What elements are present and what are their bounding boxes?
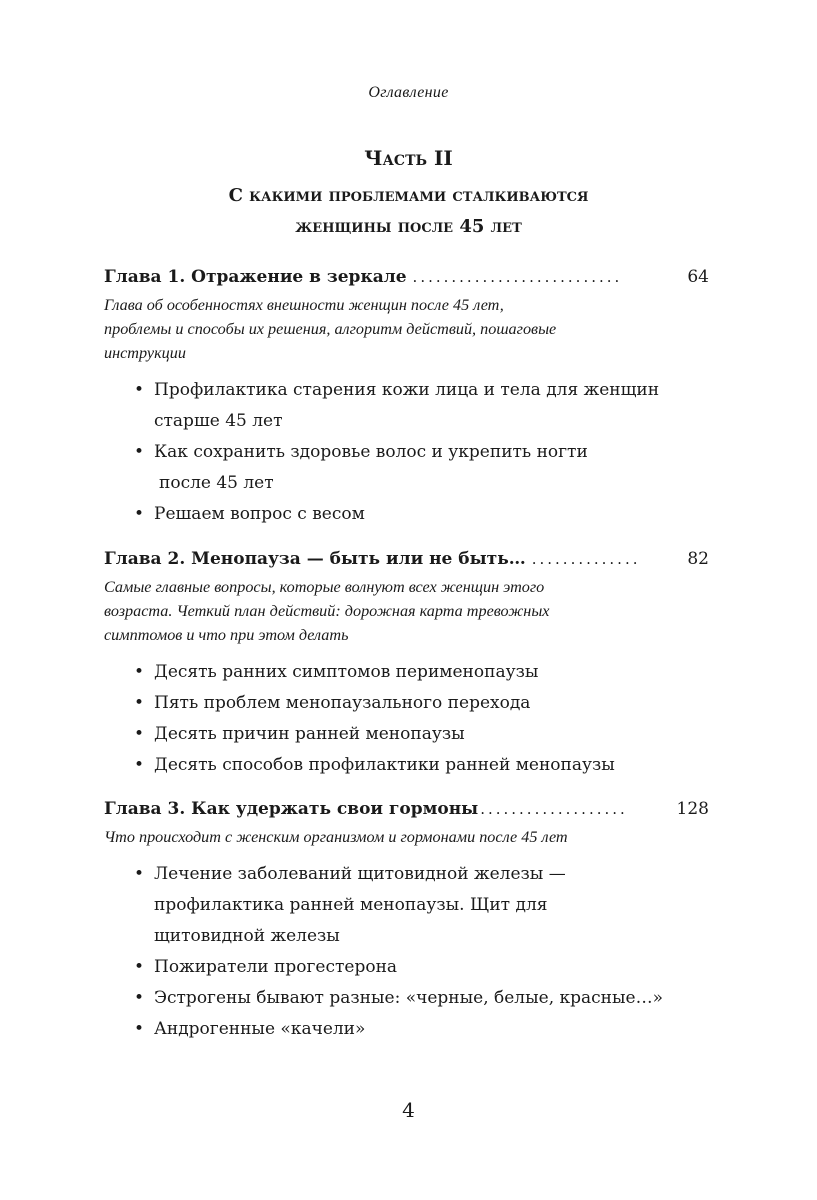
description-line: симптомов и что при этом делать (104, 626, 349, 644)
topic-item (104, 750, 709, 781)
topic-item (104, 983, 709, 1014)
topic-item (104, 375, 709, 437)
running-head: Оглавление (368, 84, 449, 101)
topic-line: Десять способов профилактики ранней менопаузы (154, 755, 615, 775)
part-title-line: женщины после 45 лет (295, 216, 522, 237)
chapter-2 (104, 547, 709, 781)
bullet-icon: • (134, 662, 145, 682)
chapter-description (104, 575, 709, 647)
part-title (0, 180, 817, 242)
topic-item (104, 657, 709, 688)
toc-entry[interactable] (104, 265, 709, 289)
topic-line: Решаем вопрос с весом (154, 504, 365, 524)
dot-leader: .............. (531, 550, 641, 568)
dot-leader: ................... (480, 800, 628, 818)
description-line: Глава об особенностях внешности женщин после 45 лет, (104, 296, 504, 314)
description-line: Что происходит с женским организмом и гормонами после 45 лет (104, 828, 568, 846)
topic-line: Десять причин ранней менопаузы (154, 724, 465, 744)
topic-line: Пожиратели прогестерона (154, 957, 398, 977)
topic-line: Профилактика старения кожи лица и тела для женщин (154, 380, 660, 400)
topic-list (104, 375, 709, 530)
topic-item (104, 859, 709, 952)
topic-line: Андрогенные «качели» (154, 1019, 366, 1039)
bullet-icon: • (134, 442, 145, 462)
topic-item (104, 437, 709, 499)
topic-line: профилактика ранней менопаузы. Щит для (154, 895, 548, 915)
description-line: инструкции (104, 344, 186, 362)
description-line: возраста. Четкий план действий: дорожная карта тревожных (104, 602, 550, 620)
part-label: Часть II (364, 146, 453, 170)
bullet-icon: • (134, 755, 145, 775)
part-title-line: С какими проблемами сталкиваются (228, 185, 589, 206)
toc-entry[interactable] (104, 797, 709, 821)
chapter-3 (104, 797, 709, 1045)
bullet-icon: • (134, 957, 145, 977)
bullet-icon: • (134, 988, 145, 1008)
chapter-page-number: 128 (676, 799, 709, 819)
chapter-description (104, 293, 709, 365)
bullet-icon: • (134, 1019, 145, 1039)
chapter-page-number: 64 (687, 267, 709, 287)
topic-line: Лечение заболеваний щитовидной железы — (154, 864, 566, 884)
description-line: Самые главные вопросы, которые волнуют всех женщин этого (104, 578, 545, 596)
topic-item (104, 688, 709, 719)
topic-item (104, 499, 709, 530)
topic-line: Эстрогены бывают разные: «черные, белые, красные…» (154, 988, 663, 1008)
chapter-title: Глава 1. Отражение в зеркале (104, 267, 407, 287)
topic-list (104, 859, 709, 1045)
topic-line: после 45 лет (159, 473, 274, 493)
topic-item (104, 952, 709, 983)
topic-line: Десять ранних симптомов перименопаузы (154, 662, 539, 682)
topic-line: щитовидной железы (154, 926, 340, 946)
bullet-icon: • (134, 864, 145, 884)
toc-entry[interactable] (104, 547, 709, 571)
topic-line: Пять проблем менопаузального перехода (154, 693, 531, 713)
topic-line: Как сохранить здоровье волос и укрепить ногти (154, 442, 588, 462)
chapter-title: Глава 3. Как удержать свои гормоны (104, 799, 479, 819)
bullet-icon: • (134, 380, 145, 400)
chapter-page-number: 82 (687, 549, 709, 569)
chapter-1 (104, 265, 709, 530)
topic-item (104, 1014, 709, 1045)
topic-item (104, 719, 709, 750)
bullet-icon: • (134, 693, 145, 713)
chapter-title: Глава 2. Менопауза — быть или не быть… (104, 549, 526, 569)
page-number: 4 (402, 1098, 415, 1122)
dot-leader: ........................... (412, 268, 623, 286)
description-line: проблемы и способы их решения, алгоритм действий, пошаговые (104, 320, 557, 338)
bullet-icon: • (134, 724, 145, 744)
bullet-icon: • (134, 504, 145, 524)
topic-line: старше 45 лет (154, 411, 283, 431)
topic-list (104, 657, 709, 781)
chapter-description (104, 825, 709, 849)
